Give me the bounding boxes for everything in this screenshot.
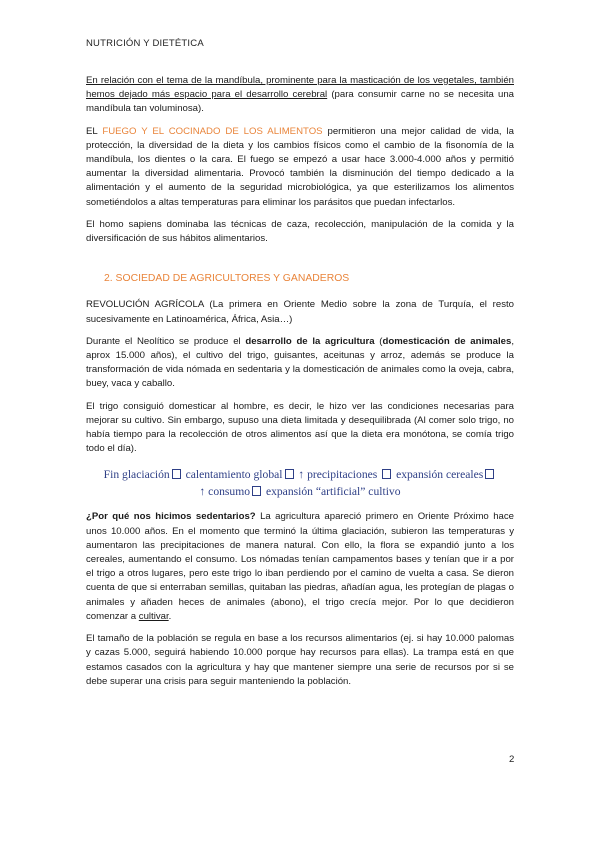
formula-term: Fin glaciación (103, 468, 170, 482)
paragraph-fire (86, 125, 514, 210)
formula-line-1 (86, 466, 514, 483)
paragraph-mandible (86, 74, 514, 117)
paragraph-population: El tamaño de la población se regula en base a los recursos alimentarios (ej. si hay 10.000 palomas y cazas 5.000, seguirá habiendo 10.000 porque hay recursos para ellas). La trampa está en que estamos casados con la agricultura y hay que mantener siempre una serie de recursos por si se debe superar una crisis para seguir manteniendo la población. (86, 633, 514, 687)
formula-term: expansión “artificial” cultivo (263, 485, 401, 499)
bold-text: ¿Por qué nos hicimos sedentarios? (86, 511, 256, 523)
underlined-text: cultivar (138, 610, 169, 622)
formula-line-2 (86, 483, 514, 500)
highlight-text: FUEGO Y EL COCINADO DE LOS ALIMENTOS (102, 125, 323, 137)
paragraph-agricultural-revolution: REVOLUCIÓN AGRÍCOLA (La primera en Oriente Medio sobre la zona de Turquía, el resto sucesivamente en Latinoamérica, África, Asia…) (86, 299, 514, 325)
paragraph-homo-sapiens: El homo sapiens dominaba las técnicas de caza, recolección, manipulación de la comida y la diversificación de sus hábitos alimentarios. (86, 218, 514, 245)
formula-term: calentamiento global (182, 468, 283, 482)
paragraph-text: permitieron una mejor calidad de vida, la protección, la diversidad de la dieta y los cambios físicos como el cambio de la fisonomía de la mandíbula, los dientes o la cara. El fuego se empezó a usar hace 3.000-4.000 años y permitió aumentar la diversidad alimentaria. Provocó también la disminución del tiempo dedicado a la alimentación y el aumento de la seguridad microbiológica, ya que esterilizamos los alimentos sometiéndolos a altas temperaturas para eliminar los parásitos que puedan infectarlos. (86, 125, 515, 208)
paragraph-text: , aprox 15.000 años), el cultivo del trigo, guisantes, aceitunas y arroz, además se produce la transformación de vida nómada en sedentaria y la domesticación de animales como la oveja, cabra, buey, vaca y caballo. (86, 335, 514, 390)
paragraph-neolithic (86, 335, 514, 392)
underlined-text: En relación con el tema de la mandíbula, prominente para la masticación de los vegetales, también hemos dejado más espacio para el desarrollo cerebral (86, 75, 514, 101)
paragraph-wheat: El trigo consiguió domesticar al hombre, es decir, le hizo ver las condiciones necesarias para mejorar su cultivo. Sin embargo, supuso una dieta limitada y desequilibrada (Al comer solo trigo, no había tiempo para la recolección de otros alimentos así que la dieta era monótona, se comía trigo todo el día). (86, 400, 514, 455)
arrow-box-icon (285, 469, 294, 479)
formula-block (86, 466, 514, 500)
formula-term: ↑ consumo (199, 485, 251, 499)
page-content (86, 74, 514, 697)
bold-text: desarrollo de la agricultura (245, 335, 375, 347)
paragraph-text: Durante el Neolítico se produce el (86, 335, 246, 347)
arrow-box-icon (382, 469, 391, 479)
page-header: NUTRICIÓN Y DIETÉTICA (86, 38, 204, 49)
bold-text: domesticación de animales (382, 335, 512, 347)
arrow-box-icon (172, 469, 181, 479)
page-number: 2 (509, 754, 515, 765)
section-title: 2. SOCIEDAD DE AGRICULTORES Y GANADEROS (104, 273, 350, 285)
paragraph-text: . (168, 610, 172, 622)
formula-term: ↑ precipitaciones (295, 468, 381, 482)
paragraph-text: EL (86, 125, 103, 137)
formula-term: expansión cereales (393, 468, 484, 482)
paragraph-sedentary (86, 510, 514, 624)
paragraph-text: ( (374, 335, 383, 347)
paragraph-text: La agricultura apareció primero en Oriente Próximo hace unos 10.000 años. En el momento que terminó la última glaciación, subieron las temperaturas y aumentaron las precipitaciones de manera natural. Con ello, la flora se expandió junto a los cereales, aumentando el consumo. Los nómadas tenían campamentos bases y tenían que ir a por el trigo a otros lugares, pero este trigo lo iban perdiendo por el camino de vuelta a casa. Se dieron cuenta de que si enterraban semillas, quitaban las piedras, añadían agua, les protegían de plagas o animales y añaden heces de animales (abono), el trigo crecía mejor. Por lo que decidieron comenzar a (86, 511, 514, 622)
arrow-box-icon (252, 486, 261, 496)
arrow-box-icon (485, 469, 494, 479)
paragraph-text: (para consumir carne no se necesita una mandíbula tan voluminosa). (86, 89, 514, 115)
